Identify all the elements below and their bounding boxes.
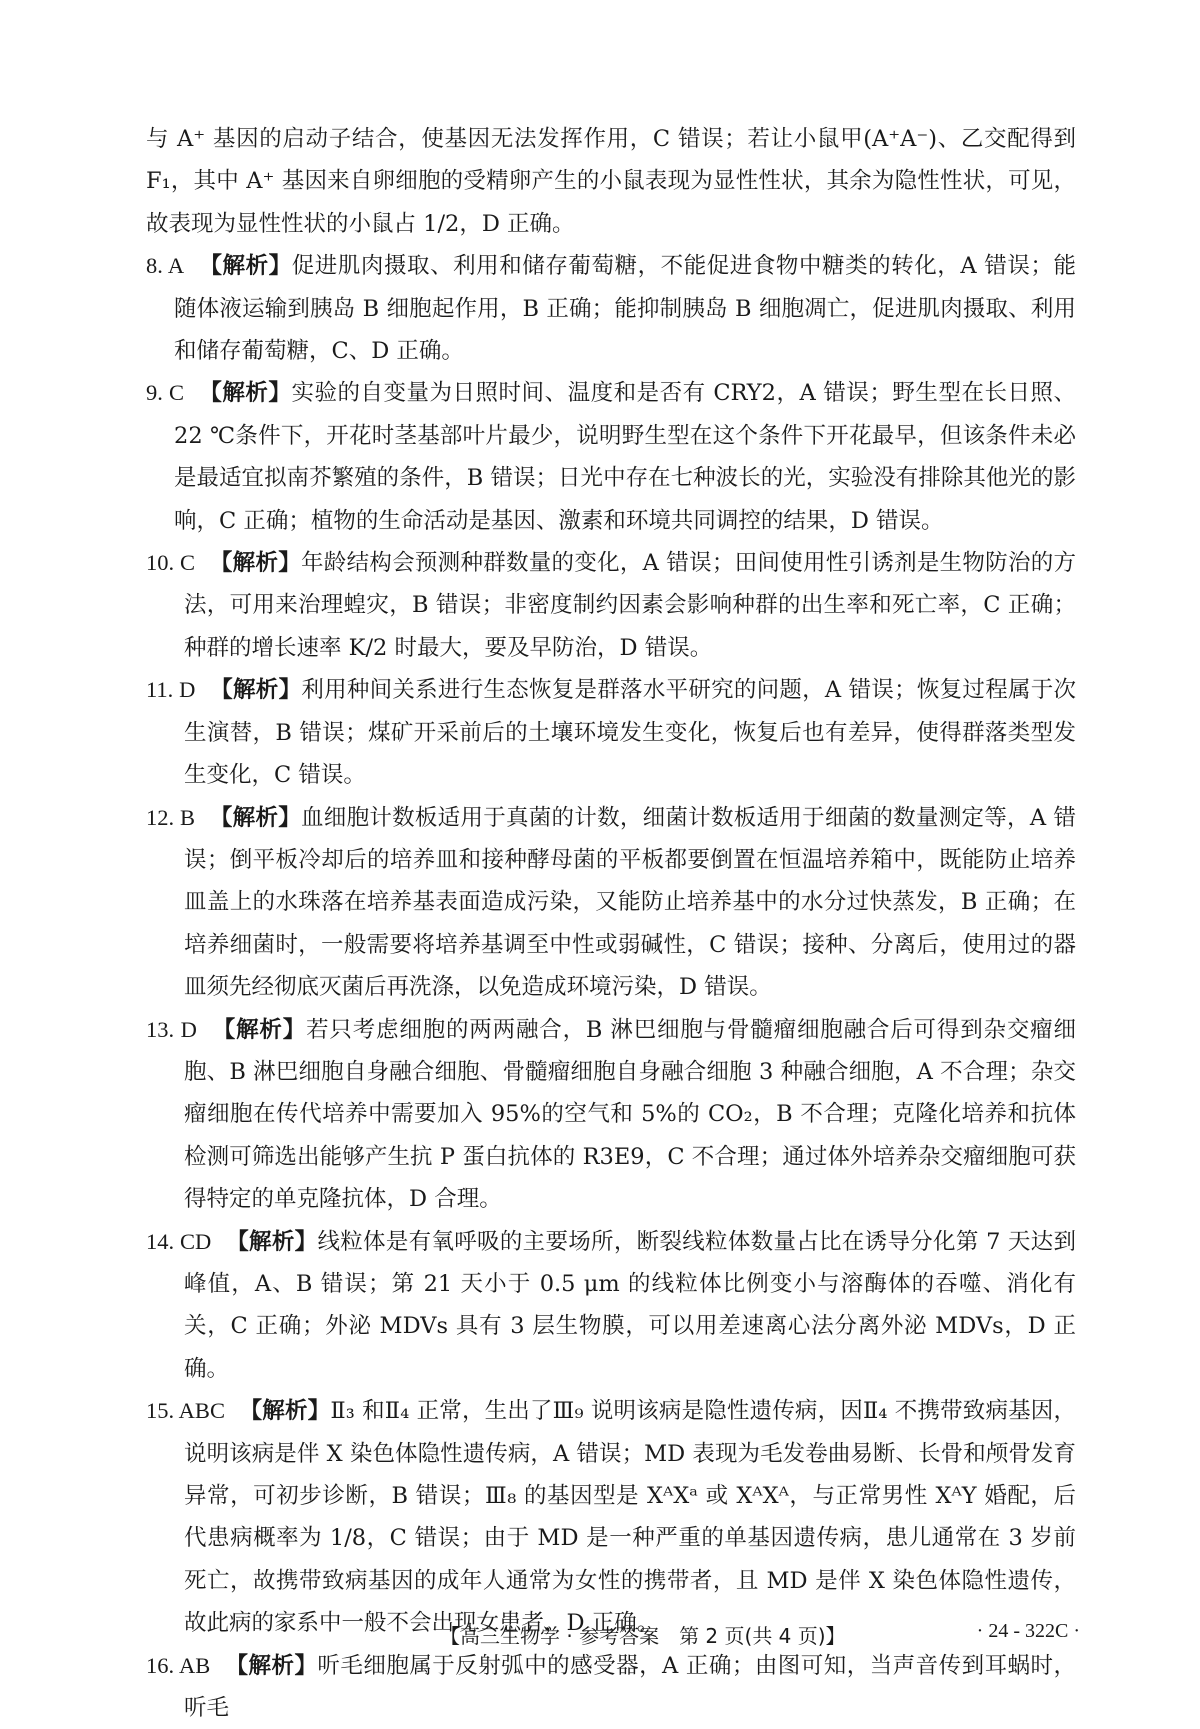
answer-item-12 [146, 797, 1076, 1009]
item-number: 12. B [146, 804, 196, 830]
analysis-tag: 【解析】 [239, 1398, 331, 1425]
item-number: 10. C [146, 550, 196, 576]
intro-paragraph: 与 A⁺ 基因的启动子结合，使基因无法发挥作用，C 错误；若让小鼠甲(A⁺A⁻)、乙交配得到 F₁，其中 A⁺ 基因来自卵细胞的受精卵产生的小鼠表现为显性性状，其余为隐性性状，可见，故表现为显性性状的小鼠占 1/2，D 正确。 [146, 126, 1076, 237]
item-number: 16. AB [146, 1652, 211, 1678]
analysis-tag: 【解析】 [199, 380, 292, 407]
item-text: 若只考虑细胞的两两融合，B 淋巴细胞与骨髓瘤细胞融合后可得到杂交瘤细胞、B 淋巴细胞自身融合细胞、骨髓瘤细胞自身融合细胞 3 种融合细胞，A 不合理；杂交瘤细胞在传代培养中需要加入 95%的空气和 5%的 CO₂，B 不合理；克隆化培养和抗体检测可筛选出能够产生抗 P 蛋白抗体的 R3E9，C 不合理；通过体外培养杂交瘤细胞可获得特定的单克隆抗体，D 合理。 [184, 1016, 1076, 1213]
item-text: 血细胞计数板适用于真菌的计数，细菌计数板适用于细菌的数量测定等，A 错误；倒平板冷却后的培养皿和接种酵母菌的平板都要倒置在恒温培养箱中，既能防止培养皿盖上的水珠落在培养基表面造成污染，又能防止培养基中的水分过快蒸发，B 正确；在培养细菌时，一般需要将培养基调至中性或弱碱性，C 错误；接种、分离后，使用过的器皿须先经彻底灭菌后再洗涤，以免造成环境污染，D 错误。 [184, 804, 1076, 1001]
analysis-tag: 【解析】 [209, 550, 302, 577]
analysis-tag: 【解析】 [226, 1228, 318, 1255]
item-text: Ⅱ₃ 和Ⅱ₄ 正常，生出了Ⅲ₉ 说明该病是隐性遗传病，因Ⅱ₄ 不携带致病基因，说明该病是伴 X 染色体隐性遗传病，A 错误；MD 表现为毛发卷曲易断、长骨和颅骨发育异常，可初步诊断，B 错误；Ⅲ₈ 的基因型是 XᴬXᵃ 或 XᴬXᴬ，与正常男性 XᴬY 婚配，后代患病概率为 1/8，C 错误；由于 MD 是一种严重的单基因遗传病，患儿通常在 3 岁前死亡，故携带致病基因的成年人通常为女性的携带者，且 MD 是伴 X 染色体隐性遗传，故此病的家系中一般不会出现女患者，D 正确。 [184, 1398, 1076, 1637]
answer-item-10 [146, 542, 1076, 669]
footer-code: · 24 - 322C · [976, 1620, 1080, 1642]
item-number: 11. D [146, 677, 196, 703]
item-text: 实验的自变量为日照时间、温度和是否有 CRY2，A 错误；野生型在长日照、22 ℃条件下，开花时茎基部叶片最少，说明野生型在这个条件下开花最早，但该条件未必是最适宜拟南芥繁殖的条件，B 错误；日光中存在七种波长的光，实验没有排除其他光的影响，C 正确；植物的生命活动是基因、激素和环境共同调控的结果，D 错误。 [174, 380, 1077, 534]
item-text: 年龄结构会预测种群数量的变化，A 错误；田间使用性引诱剂是生物防治的方法，可用来治理蝗灾，B 错误；非密度制约因素会影响种群的出生率和死亡率，C 正确；种群的增长速率 K/2 时最大，要及早防治，D 错误。 [184, 550, 1076, 661]
answer-item-9 [146, 372, 1076, 542]
analysis-tag: 【解析】 [210, 677, 302, 704]
footer-title: 【高三生物学 · 参考答案 第 2 页(共 4 页)】 [440, 1624, 846, 1648]
item-number: 8. A [146, 253, 185, 279]
analysis-tag: 【解析】 [212, 1016, 307, 1043]
item-number: 14. CD [146, 1228, 212, 1254]
analysis-tag: 【解析】 [199, 253, 292, 280]
page-footer [0, 1620, 1200, 1650]
answer-content [146, 118, 1076, 1729]
item-text: 听毛细胞属于反射弧中的感受器，A 正确；由图可知，当声音传到耳蜗时，听毛 [184, 1652, 1077, 1722]
item-text: 促进肌肉摄取、利用和储存葡萄糖，不能促进食物中糖类的转化，A 错误；能随体液运输到胰岛 B 细胞起作用，B 正确；能抑制胰岛 B 细胞凋亡，促进肌肉摄取、利用和储存葡萄糖，C、D 正确。 [174, 253, 1076, 365]
item-text: 利用种间关系进行生态恢复是群落水平研究的问题，A 错误；恢复过程属于次生演替，B 错误；煤矿开采前后的土壤环境发生变化，恢复后也有差异，使得群落类型发生变化，C 错误。 [184, 677, 1076, 789]
item-number: 15. ABC [146, 1398, 225, 1424]
answer-item-15 [146, 1390, 1076, 1644]
item-text: 线粒体是有氧呼吸的主要场所，断裂线粒体数量占比在诱导分化第 7 天达到峰值，A、B 错误；第 21 天小于 0.5 μm 的线粒体比例变小与溶酶体的吞噬、消化有关，C 正确；外泌 MDVs 具有 3 层生物膜，可以用差速离心法分离外泌 MDVs，D 正确。 [184, 1228, 1076, 1382]
analysis-tag: 【解析】 [209, 804, 302, 831]
item-number: 13. D [146, 1016, 197, 1042]
analysis-tag: 【解析】 [225, 1652, 318, 1679]
answer-item-14 [146, 1221, 1076, 1391]
answer-item-11 [146, 669, 1076, 796]
answer-item-8 [146, 245, 1076, 372]
answer-item-13 [146, 1009, 1076, 1221]
item-number: 9. C [146, 380, 185, 406]
